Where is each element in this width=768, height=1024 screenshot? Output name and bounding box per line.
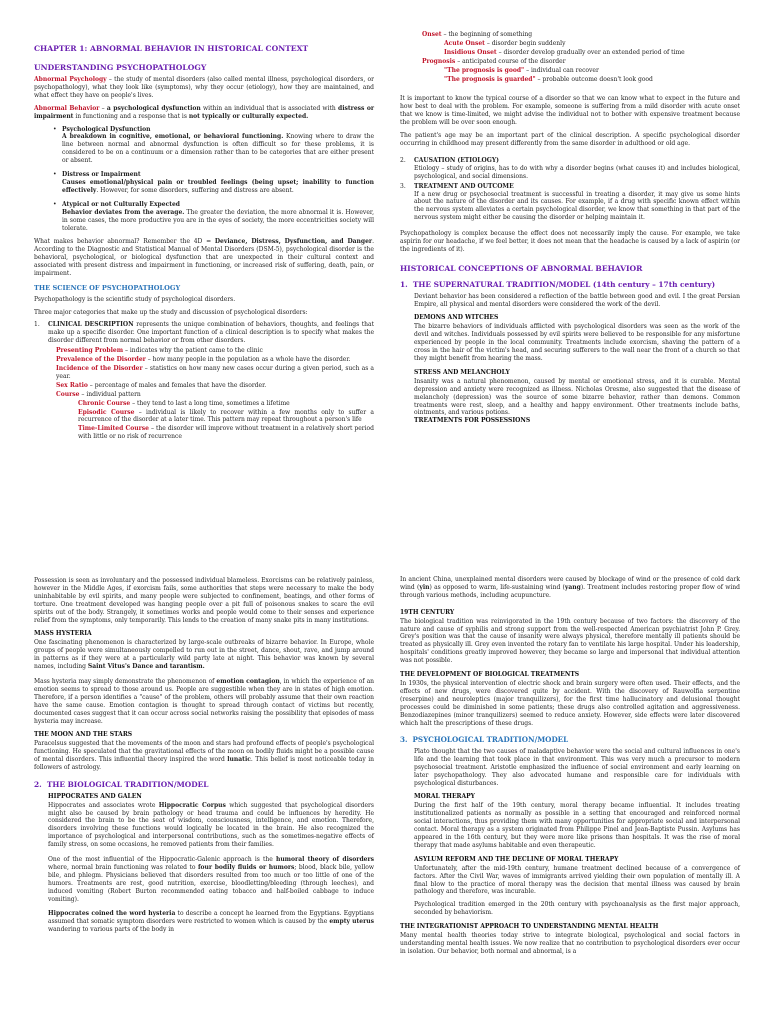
item-causation: 2. CAUSATION (ETIOLOGY) Etiology – study of origins, has to do with why a disorder begins (what causes it) and includes biological, psychological, and social dimensions. [400,156,740,180]
prognosis-types [444,67,740,84]
term-course: Course – individual pattern [56,390,141,398]
moral-title: MORAL THERAPY [414,793,475,801]
chapter-title: CHAPTER 1: ABNORMAL BEHAVIOR IN HISTORICAL CONTEXT [34,44,309,53]
historical-title: HISTORICAL CONCEPTIONS OF ABNORMAL BEHAVIOR [400,263,643,273]
onset-prognosis-terms [422,31,740,83]
dev-text: In 1930s, the physical intervention of electric shock and brain surgery were often used. Their effects, and the effects of new drugs, were discovered quite by accident. With the discovery of Rauwolfia serpentine (reserpine) and neuroleptics (major tranquilizers), for the first time hallucinatory and delusional thought processes could be diminished in some patients; these drugs also controlled agitation and aggressiveness. Benzodiazepines (minor tranquilizers) seemed to reduce anxiety. However, side effects were later discovered which halt the prescriptions of these drugs. [400,679,740,727]
abnormal-psychology-definition [34,76,374,100]
text: not typically or culturally expected. [188,112,309,120]
term-time-limited: Time-Limited Course – the disorder will improve without treatment in a relatively short period with little or no risk of recurrence [78,425,374,441]
bullet-distress [62,171,374,195]
demons-text: The bizarre behaviors of individuals afflicted with psychological disorders was seen as the work of the devil and witches. Individuals possessed by evil spirits were believed to be responsible for any misfortune experienced by people in the local community. Treatments include exorcism, shaving the pattern of a cross in the hair of the victim's head, and securing sufferers to the wall near the front of a church so that they might benefit from hearing the mass. [414,323,740,362]
term-prognosis: Prognosis – anticipated course of the disorder [422,57,566,65]
term-incidence: Incidence of the Disorder – statistics on how many new cases occur during a given period, such as a year. [56,365,374,380]
term-acute: Acute Onset – disorder begin suddenly [444,39,566,47]
column-bottom-right [400,576,740,961]
bullet-text: A breakdown in cognitive, emotional, or behavioral functioning. Knowing where to draw the line between normal and abnormal dysfunction is often difficult so for these problems, it is considered to be on a continuum or a dimension rather than to be categories that are either present or absent. [62,133,374,165]
age-paragraph: The patient's age may be an important part of the clinical description. A specific psychological disorder occurring in childhood may present differently from the same disorder in adulthood or old age. [400,132,740,147]
stress-text: Insanity was a natural phenomenon, caused by mental or emotional stress, and it is curable. Mental depression and anxiety were recognized as illness. Nicholas Oresme, also suggested that the disease of melancholy (depression) was the source of some bizarre behavior, rather than demons. Common treatments were rest, sleep, and a healthy and happy environment. Other treatments include baths, ointments, and various potions. [414,377,740,417]
text: a psychological dysfunction [106,104,201,112]
four-ds-paragraph: What makes behavior abnormal? Remember the 4D = Deviance, Distress, Dysfunction, and Danger. According to the Diagnostic and Statistical Manual of Mental Disorders (DSM-5), psychological disorder is the behavioral, psychological, or biological dysfunction that are unexpected in their cultural context and associated with present distress and impairment in functioning, or increased risk of suffering, death, pain, or impairment. [34,238,374,278]
complex-paragraph: Psychopathology is complex because the effect does not necessarily imply the cause. For example, we take aspirin for our headache, if we feel better, it does not mean that the headache is caused by a lack of aspirin (or the ingredients of it). [400,230,740,253]
course-types [78,400,374,442]
asylum-text: Unfortunately, after the mid-19th century, humane treatment declined because of a convergence of factors. After the Civil War, waves of immigrants arrived yielding their own population of mentally ill. A final blow to the practice of moral therapy was the decision that mental illness was caused by brain pathology and therefore, was incurable. [414,864,740,896]
mass-text: One fascinating phenomenon is characterized by large-scale outbreaks of bizarre behavior. In Europe, whole groups of people were simultaneously compelled to run out in the street, dance, shout, rave, and jump around in patterns as if they were at a particularly wild party late at night. This behavior was known by several names, including Saint Vitus's Dance and tarantism. [34,639,374,671]
c19-title: 19TH CENTURY [400,608,455,616]
psychological-heading: 3. PSYCHOLOGICAL TRADITION/MODEL [400,735,569,745]
term-insidious: Insidious Onset – disorder develop gradually over an extended period of time [444,48,685,56]
column-top-left [34,44,374,442]
bullet-text: Behavior deviates from the average. The greater the deviation, the more abnormal it is. However, in some cases, the more productive you are in the eyes of society, the more eccentricities society will tolerate. [62,208,374,232]
china-text: In ancient China, unexplained mental disorders were caused by blockage of wind or the presence of cold dark wind (yin) as opposed to warm, life-sustaining wind (yang). Treatment includes restoring proper flow of wind through various methods, including acupuncture. [400,576,740,599]
column-bottom-left [34,577,374,939]
item-treatment: 3. TREATMENT AND OUTCOME If a new drug or psychosocial treatment is successful in treating a disorder, it may give us some hints about the nature of the disorder and its causes. For example, if a drug with specific known effect within the nervous system alleviates a certain psychological disorder, we know that something in that part of the nervous system might either be causing the disorder or helping maintain it. [400,182,740,222]
demons-title: DEMONS AND WITCHES [414,314,499,322]
term: Abnormal Behavior [34,104,100,112]
term: Abnormal Psychology [34,76,107,84]
term-chronic: Chronic Course – they tend to last a long time, sometimes a lifetime [78,399,290,407]
science-text: Psychopathology is the scientific study of psychological disorders. [34,295,236,303]
term-good: "The prognosis is good" – individual can recover [444,66,599,74]
onset-types [444,40,740,57]
column-top-right [400,31,740,426]
term-prevalence: Prevalence of the Disorder – how many people in the population as a whole have the disorder. [56,356,351,364]
asylum-title: ASYLUM REFORM AND THE DECLINE OF MORAL THERAPY [414,855,619,863]
abnormal-behavior-definition [34,105,374,121]
bullet-title: • Psychological Dysfunction [62,125,151,133]
bullet-text: Causes emotional/physical pain or troubled feelings (being upset; inability to function effectively. However, for some disorders, suffering and distress are absent. [62,179,374,194]
psy-text: Plato thought that the two causes of maladaptive behavior were the social and cultural influences in one's life and the learning that took place in that environment. This was very much a precursor to modern psychosocial treatment. Aristotle emphasized the influence of social environment and early learning on later psychopathology. They also advocated humane and responsible care for individuals with psychological disturbances. [414,747,740,787]
c19-text: The biological tradition was reinvigorated in the 19th century because of two factors: the discovery of the nature and cause of syphilis and strong support from the well-respected American psychiatrist John P. Grey. Grey's position was that the cause of insanity were always physical, therefore mentally ill patients should be treated as physically ill. Grey even invented the rotary fan to ventilate his large hospital. Under his leadership, hospitals' conditions greatly improved however, they became so large and impersonal that individual attention was not possible. [400,617,740,665]
three-categories-text: Three major categories that make up the study and discussion of psychological disorders: [34,308,308,316]
supernatural-subsections [414,314,740,425]
supernatural-text: Deviant behavior has been considered a reflection of the battle between good and evil. I the great Persian Empire, all physical and mental disorders were considered the work of the devil. [414,292,740,308]
bullet-dysfunction [62,126,374,166]
hippocrates-title: HIPPOCRATES AND GALEN [48,792,142,800]
dev-title: THE DEVELOPMENT OF BIOLOGICAL TREATMENTS [400,671,580,679]
bullet-atypical [62,201,374,233]
text: distress or impairment [34,104,374,120]
text: within an individual that is associated with [200,104,339,112]
supernatural-heading: 1. THE SUPERNATURAL TRADITION/MODEL (14th century – 17th century) [400,279,716,289]
course-paragraph: It is important to know the typical course of a disorder so that we can know what to expect in the future and how best to deal with the problem. For example, someone is suffering from a mild disorder with acute onset that we know is time-limited, we might advise the individual not to bother with expensive treatment because the problem will be over soon enough. [400,95,740,127]
section-title: UNDERSTANDING PSYCHOPATHOLOGY [34,63,207,73]
biological-subsections [48,793,374,935]
integ-title: THE INTEGRATIONIST APPROACH TO UNDERSTANDING MENTAL HEALTH [400,923,659,931]
mass-title: MASS HYSTERIA [34,630,92,638]
clinical-terms [56,347,374,441]
contagion-text: Mass hysteria may simply demonstrate the phenomenon of emotion contagion, in which the experience of an emotion seems to spread to those around us. People are suggestible when they are in states of high emotion. Therefore, if a person identifies a "cause" of the problem, others will probably assume that their own reaction have the same cause. Emotion contagion is thought to spread through contact of victims but recently, documented cases suggest that it can occur across social networks raising the possibility that episodes of mass hysteria may increase. [34,677,375,725]
moral-text: During the first half of the 19th century, moral therapy became influential. It includes treating institutionalized patients as normally as possible in a setting that encouraged and reinforced normal social interactions, thus providing them with many opportunities for appropriate social and interpersonal contact. Moral therapy as a system originated from Philippe Pinel and Jean-Baptiste Pussin. Asylums has appeared in the 16th century, but they were more like prisons than hospitals. It was the rise of moral therapy that made asylums habitable and even therapeutic. [414,802,740,849]
text: – the study of mental disorders (also called mental illness, psychological disorders, or psychopathology), what they look like (symptoms), why they occur (etiology), how they are maintained, and what effect they have on people's lives. [34,76,374,99]
integ-text: Many mental health theories today strive to integrate biological, psychological and social factors in understanding mental health issues. We now realize that no contribution to psychological disorders ever occur in isolation. Our behavior, both normal and abnormal, is a [400,932,740,955]
bullet-title: • Distress or Impairment [62,171,141,179]
bullet-title: • Atypical or not Culturally Expected [62,200,181,208]
psy-emerge-text: Psychological tradition emerged in the 20th century with psychoanalysis as the first major approach, seconded by behaviorism. [414,901,740,917]
possession-title: TREATMENTS FOR POSSESSIONS [414,417,531,425]
term-sex-ratio: Sex Ratio – percentage of males and females that have the disorder. [56,381,267,389]
humoral-text: One of the most influential of the Hippocratic-Galenic approach is the humoral theory of disorders where, normal brain functioning was related to four bodily fluids or humors; blood, black bile, yellow bile, and phlegm. Physicians believed that disorders resulted from too much or too little of one of the humors. Treatments are rest, good nutrition, exercise, bloodletting/bleeding (through leeches), and induced vomiting (Robert Burton recommended eating tobacco and half-boiled cabbage to induce vomiting). [48,856,375,903]
term-episodic: Episodic Course – individual is likely to recover within a few months only to suffer a recurrence of the disorder at a later time. This pattern may repeat throughout a person's life [78,408,375,424]
text: in functioning and a response that is [73,112,189,120]
term-guarded: "The prognosis is guarded" – probable outcome doesn't look good [444,75,653,83]
moon-text: Paracelsus suggested that the movements of the moon and stars had profound effects of people's psychological functioning. He speculated that the gravitational effects of the moon on bodily fluids might be a possible cause of mental disorders. This influential theory inspired the word lunatic. This belief is most noticeable today in followers of astrology. [34,740,374,772]
psychological-subsections [414,748,740,917]
science-title: THE SCIENCE OF PSYCHOPATHOLOGY [34,283,181,292]
term-onset: Onset – the beginning of something [422,31,533,38]
term-presenting: Presenting Problem – indicates why the patient came to the clinic [56,347,263,355]
possession-paragraph: Possession is seen as involuntary and the possessed individual blameless. Exorcisms can be relatively painless, however in the Middle Ages, if exorcism fails, some authorities that steps were necessary to make the body uninhabitable by evil spirits, and many people were subjected to confinement, beatings, and other forms of torture. One treatment developed was hanging people over a pit full of poisonous snakes to scare the evil spirits out of the body. Strangely, it sometimes works and people would come to their senses and experience relief from the symptoms, only temporarily. This lends to the creation of many snake pits in many institutions. [34,577,374,624]
biological-heading: 2. THE BIOLOGICAL TRADITION/MODEL [34,779,209,789]
hippocrates-text: Hippocrates and associates wrote Hippocratic Corpus which suggested that psychological disorders might also be caused by brain pathology or head trauma and could be influences by heredity. He considered the brain to be the seat of wisdom, consciousness, intelligence, and emotion. Therefore, disorders involving these functions would logically be located in the brain. He also recognized the importance of psychological and interpersonal contributions, such as the sometimes-negative effects of family stress, on some occasions, he removed patients from their families. [48,801,374,849]
moon-title: THE MOON AND THE STARS [34,731,133,739]
hysteria-text: Hippocrates coined the word hysteria to describe a concept he learned from the Egyptians. Egyptians assumed that somatic symptom disorders were restricted to women which is caused by the empty uterus wandering to various parts of the body in [48,910,375,934]
item-clinical-description: 1. CLINICAL DESCRIPTION represents the unique combination of behaviors, thoughts, and feelings that make up a specific disorder. One important function of a clinical description is to specify what makes the disorder different from normal behavior or from other disorders. [34,321,374,345]
stress-title: STRESS AND MELANCHOLY [414,368,510,376]
text: – [99,104,107,112]
